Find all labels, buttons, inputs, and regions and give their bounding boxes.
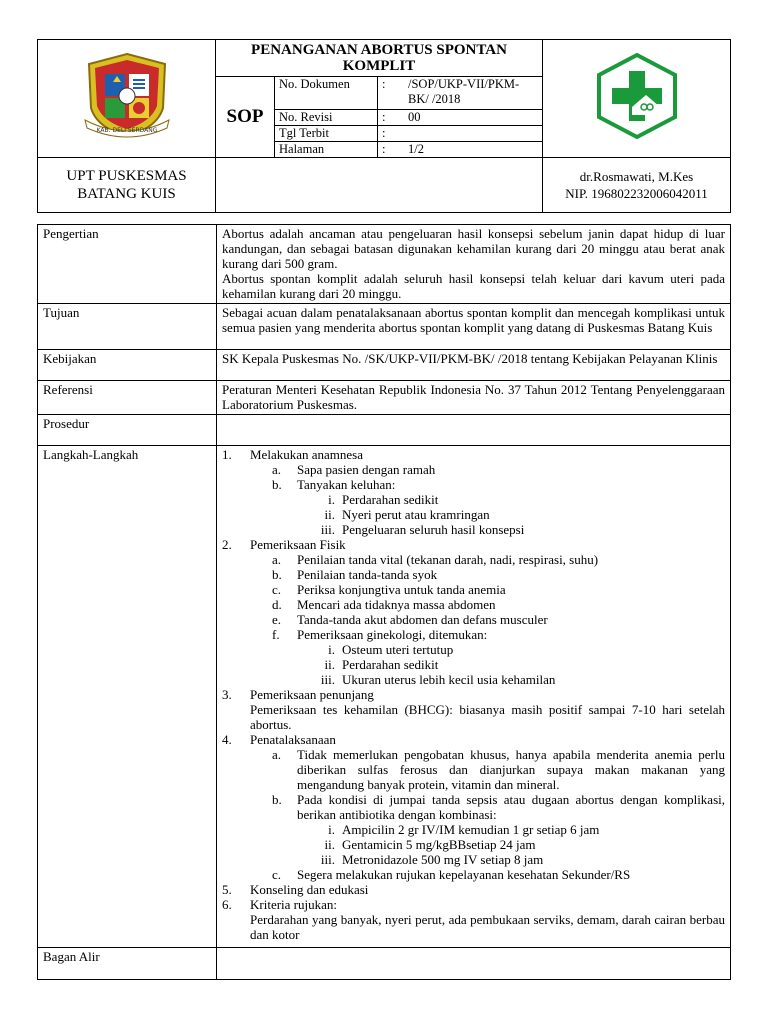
bagan-alir-content — [217, 948, 731, 980]
meta-label: Halaman — [275, 141, 378, 157]
substep-item: a. Sapa pasien dengan ramah — [272, 462, 436, 477]
document-title: PENANGANAN ABORTUS SPONTAN KOMPLIT — [216, 40, 543, 77]
step-item: 5. Konseling dan edukasi — [222, 882, 369, 897]
header-table — [37, 39, 731, 213]
subsubstep-item: iii. Pengeluaran seluruh hasil konsepsi — [320, 522, 525, 537]
step-item: 1. Melakukan anamnesa a. Sapa pasien dengan ramah b. Tanyakan keluhan: i. Perdarahan sedikit ii. Nyeri perut atau kramringan iii. Pengeluaran seluruh hasil konsepsi — [222, 447, 725, 537]
step-item: 3. Pemeriksaan penunjang Pemeriksaan tes kehamilan (BHCG): biasanya masih positif sampai 7-10 hari setelah abortus. — [222, 687, 725, 732]
meta-table-cell — [275, 77, 543, 158]
subsubstep-item: ii. Perdarahan sedikit — [324, 657, 439, 672]
meta-sep: : — [378, 109, 395, 125]
kebijakan-content: SK Kepala Puskesmas No. /SK/UKP-VII/PKM-BK/ /2018 tentang Kebijakan Pelayanan Klinis — [217, 350, 731, 381]
meta-value: 1/2 — [394, 141, 542, 157]
organization-name — [38, 157, 216, 212]
pengertian-content — [217, 225, 731, 304]
subsubstep-item: i. Perdarahan sedikit — [328, 492, 439, 507]
meta-label: Tgl Terbit — [275, 125, 378, 141]
substep-item: d. Mencari ada tidaknya massa abdomen — [272, 597, 496, 612]
row-label-bagan-alir: Bagan Alir — [38, 948, 217, 980]
puskesmas-logo-cell — [543, 40, 731, 158]
substep-list — [222, 462, 725, 492]
logo-cell — [38, 40, 216, 158]
substep-item: a. Penilaian tanda vital (tekanan darah, nadi, respirasi, suhu) — [272, 552, 599, 567]
blank-cell — [216, 157, 543, 212]
substep-item: b. Tanyakan keluhan: — [272, 477, 396, 492]
substep-item: e. Tanda-tanda akut abdomen dan defans musculer — [272, 612, 548, 627]
subsubstep-item: ii. Gentamicin 5 mg/kgBBsetiap 24 jam — [324, 837, 536, 852]
signer-nip: NIP. 196802232006042011 — [565, 185, 708, 201]
substep-item: b. Penilaian tanda-tanda syok — [272, 567, 438, 582]
substep-list — [222, 867, 725, 882]
pengertian-paragraph-2: Abortus spontan komplit adalah seluruh hasil konsepsi telah keluar dari kavum uteri pada kehamilan kurang dari 20 minggu. — [222, 271, 725, 301]
subsubstep-item: i. Osteum uteri tertutup — [328, 642, 454, 657]
svg-text:KAB. DELI SERDANG: KAB. DELI SERDANG — [96, 127, 157, 135]
step-paragraph: Perdarahan yang banyak, nyeri perut, ada pembukaan serviks, demam, darah cairan berbau dan kotor — [250, 912, 725, 942]
sop-body-table — [37, 224, 731, 980]
subsubstep-item: ii. Nyeri perut atau kramringan — [324, 507, 490, 522]
referensi-content: Peraturan Menteri Kesehatan Republik Indonesia No. 37 Tahun 2012 Tentang Penyelenggaraan Laboratorium Puskesmas. — [217, 381, 731, 415]
row-label-langkah: Langkah-Langkah — [38, 446, 217, 948]
meta-sep: : — [378, 77, 395, 109]
langkah-content — [217, 446, 731, 948]
sop-label: SOP — [216, 77, 275, 158]
subsubstep-item: iii. Ukuran uterus lebih kecil usia kehamilan — [320, 672, 556, 687]
subsubstep-list — [222, 492, 725, 537]
org-line-1: UPT PUSKESMAS — [66, 167, 187, 184]
substep-item: b. Pada kondisi di jumpai tanda sepsis atau dugaan abortus dengan komplikasi, berikan antibiotika dengan kombinasi: — [272, 792, 725, 822]
meta-label: No. Revisi — [275, 109, 378, 125]
row-label-kebijakan: Kebijakan — [38, 350, 217, 381]
substep-list — [222, 552, 725, 642]
step-item: 6. Kriteria rujukan: Perdarahan yang banyak, nyeri perut, ada pembukaan serviks, demam, darah cairan berbau dan kotor — [222, 897, 725, 942]
step-paragraph: Pemeriksaan tes kehamilan (BHCG): biasanya masih positif sampai 7-10 hari setelah abortus. — [250, 702, 725, 732]
substep-item: c. Segera melakukan rujukan kepelayanan kesehatan Sekunder/RS — [272, 867, 631, 882]
signature-block — [543, 157, 731, 212]
row-label-pengertian: Pengertian — [38, 225, 217, 304]
subsubstep-item: iii. Metronidazole 500 mg IV setiap 8 jam — [320, 852, 544, 867]
step-item: 4. Penatalaksanaan a. Tidak memerlukan pengobatan khusus, hanya apabila menderita anemia perlu diberikan sulfas ferosus dan dianjurkan supaya makan makanan yang mengandung banyak protein, vitamin dan mineral. b. Pada kondisi di jumpai tanda sepsis atau dugaan abortus dengan komplikasi, berikan antibiotika dengan kombinasi: i. Ampicilin 2 gr IV/IM kemudian 1 gr setiap 6 jam ii. Gentamicin 5 mg/kgBBsetiap 24 jam iii. Metronidazole 500 mg IV setiap 8 jam c. Segera melakukan rujukan kepelayanan kesehatan Sekunder/RS — [222, 732, 725, 882]
meta-sep: : — [382, 141, 386, 156]
subsubstep-item: i. Ampicilin 2 gr IV/IM kemudian 1 gr setiap 6 jam — [328, 822, 600, 837]
meta-table — [275, 77, 542, 157]
subsubstep-list — [222, 642, 725, 687]
meta-value — [394, 125, 542, 141]
meta-value: 00 — [394, 109, 542, 125]
puskesmas-logo-icon — [592, 51, 682, 141]
meta-label: No. Dokumen — [275, 77, 378, 109]
subsubstep-list — [222, 822, 725, 867]
meta-value: /SOP/UKP-VII/PKM-BK/ /2018 — [394, 77, 542, 109]
row-label-prosedur: Prosedur — [38, 415, 217, 446]
substep-list — [222, 747, 725, 822]
pengertian-paragraph-1: Abortus adalah ancaman atau pengeluaran hasil konsepsi sebelum janin dapat hidup di luar kandungan, dan sebagai batasan digunakan kehamilan kurang dari 20 minggu atau berat anak kurang dari 500 gram. — [222, 226, 725, 271]
prosedur-content — [217, 415, 731, 446]
step-item: 2. Pemeriksaan Fisik a. Penilaian tanda vital (tekanan darah, nadi, respirasi, suhu) b. Penilaian tanda-tanda syok c. Periksa konjungtiva untuk tanda anemia d. Mencari ada tidaknya massa abdomen e. Tanda-tanda akut abdomen dan defans musculer f. Pemeriksaan ginekologi, ditemukan: i. Osteum uteri tertutup ii. Perdarahan sedikit iii. Ukuran uterus lebih kecil usia kehamilan — [222, 537, 725, 687]
row-label-tujuan: Tujuan — [38, 304, 217, 350]
substep-item: f. Pemeriksaan ginekologi, ditemukan: — [272, 627, 488, 642]
org-line-2: BATANG KUIS — [77, 185, 176, 202]
signer-name: dr.Rosmawati, M.Kes — [579, 168, 694, 184]
row-label-referensi: Referensi — [38, 381, 217, 415]
regency-emblem-icon — [77, 50, 177, 142]
tujuan-content: Sebagai acuan dalam penatalaksanaan abortus spontan komplit dan mencegah komplikasi untuk semua pasien yang menderita abortus spontan komplit yang datang di Puskesmas Batang Kuis — [217, 304, 731, 350]
steps-list — [222, 447, 725, 942]
substep-item: a. Tidak memerlukan pengobatan khusus, hanya apabila menderita anemia perlu diberikan sulfas ferosus dan dianjurkan supaya makan makanan yang mengandung banyak protein, vitamin dan mineral. — [272, 747, 725, 792]
substep-item: c. Periksa konjungtiva untuk tanda anemia — [272, 582, 506, 597]
meta-sep: : — [378, 125, 395, 141]
